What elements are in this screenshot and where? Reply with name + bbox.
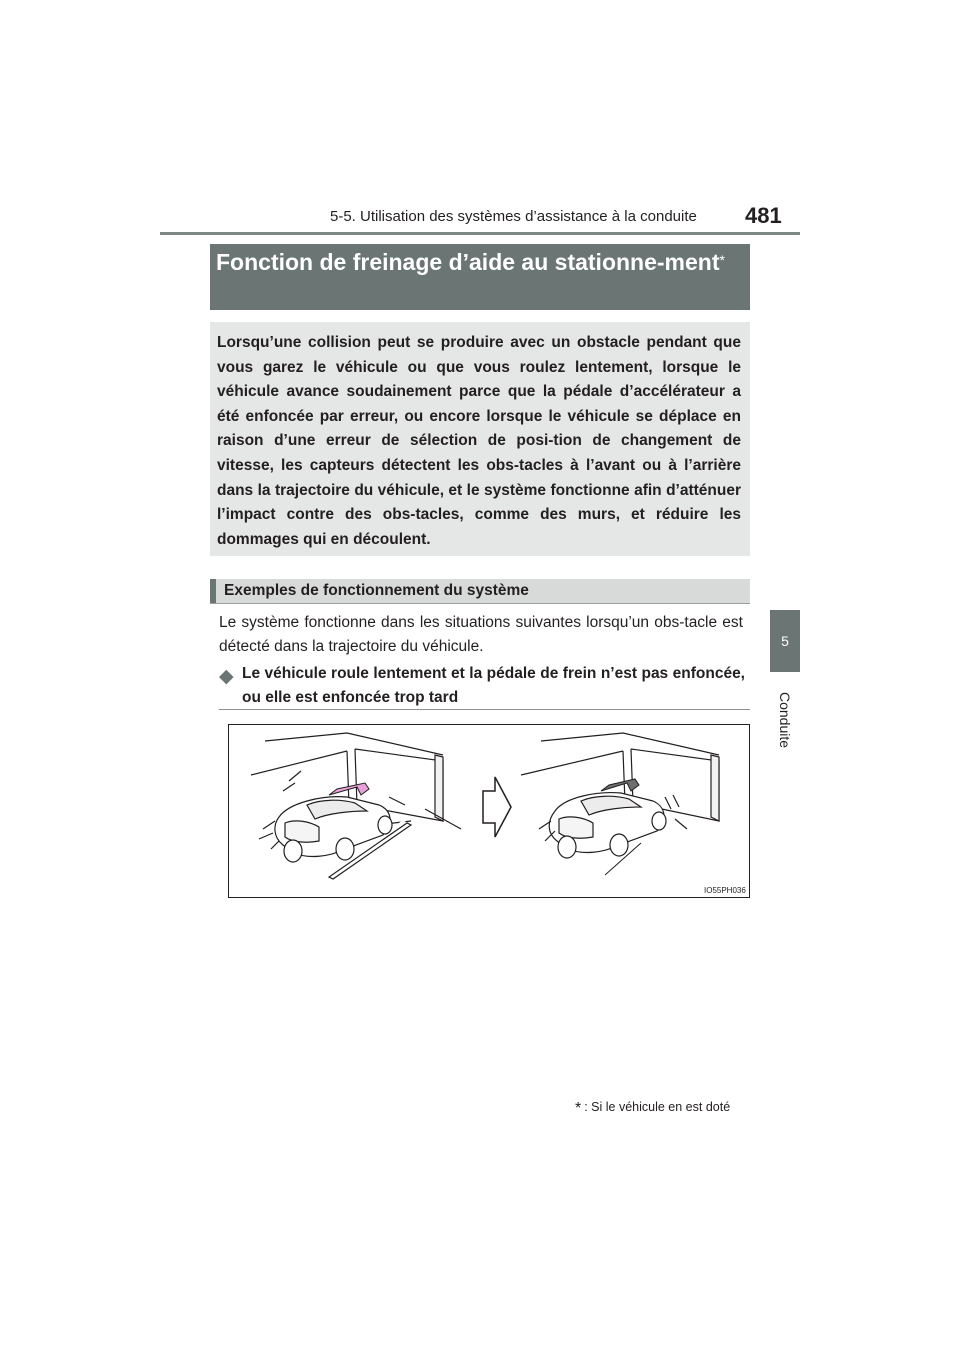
chapter-label: Conduite: [777, 691, 793, 749]
page-title-box: [210, 244, 750, 310]
intro-text: Lorsqu’une collision peut se produire avec un obstacle pendant que vous garez le véhicule ou que vous roulez lentement, lorsque le véhicule avance soudainement parce que la pédale d’accélérateur a été enfoncée par erreur, ou encore lorsque le véhicule se déplace en raison d’une erreur de sélection de posi-tion de changement de vitesse, les capteurs détectent les obs-tacles à l’avant ou à l’arrière dans la trajectoire du véhicule, et le système fonctionne afin d’atténuer l’impact contre des obs-tacles, comme des murs, et réduire les dommages qui en découlent.: [217, 334, 741, 548]
subheading-rule: [219, 709, 750, 710]
illustration-figure: [228, 724, 750, 898]
scene-after: [521, 733, 719, 875]
chapter-label-wrap: [772, 680, 798, 760]
title-marker: *: [719, 252, 725, 268]
chapter-tab: [770, 610, 800, 672]
running-header: 5-5. Utilisation des systèmes d’assistance à la conduite: [330, 208, 697, 225]
footnote: [575, 1098, 730, 1116]
section-heading: [210, 579, 750, 604]
intro-box: [210, 322, 750, 556]
gray-arrow-icon: [601, 779, 639, 791]
parking-brake-illustration: [229, 725, 749, 897]
page-title-text: Fonction de freinage d’aide au stationne-ment: [216, 249, 720, 275]
scene-before: [251, 733, 461, 879]
transition-arrow-icon: [483, 777, 511, 837]
chapter-number: 5: [781, 633, 789, 649]
page-title: [216, 248, 741, 277]
page-number: 481: [745, 203, 782, 228]
section-heading-bar: [210, 579, 216, 603]
footnote-marker: *: [575, 1100, 582, 1117]
header-rule: [160, 232, 800, 235]
footnote-text: : Si le véhicule en est doté: [584, 1100, 731, 1114]
diamond-bullet-icon: ◆: [219, 666, 234, 687]
section-heading-text: Exemples de fonctionnement du système: [224, 582, 529, 599]
figure-code: IO55PH036: [704, 886, 746, 895]
section-body: Le système fonctionne dans les situations suivantes lorsqu’un obs-tacle est détecté dans la trajectoire du véhicule.: [219, 614, 743, 655]
subheading-text: Le véhicule roule lentement et la pédale de frein n’est pas enfoncée, ou elle est enfoncée trop tard: [242, 665, 745, 706]
